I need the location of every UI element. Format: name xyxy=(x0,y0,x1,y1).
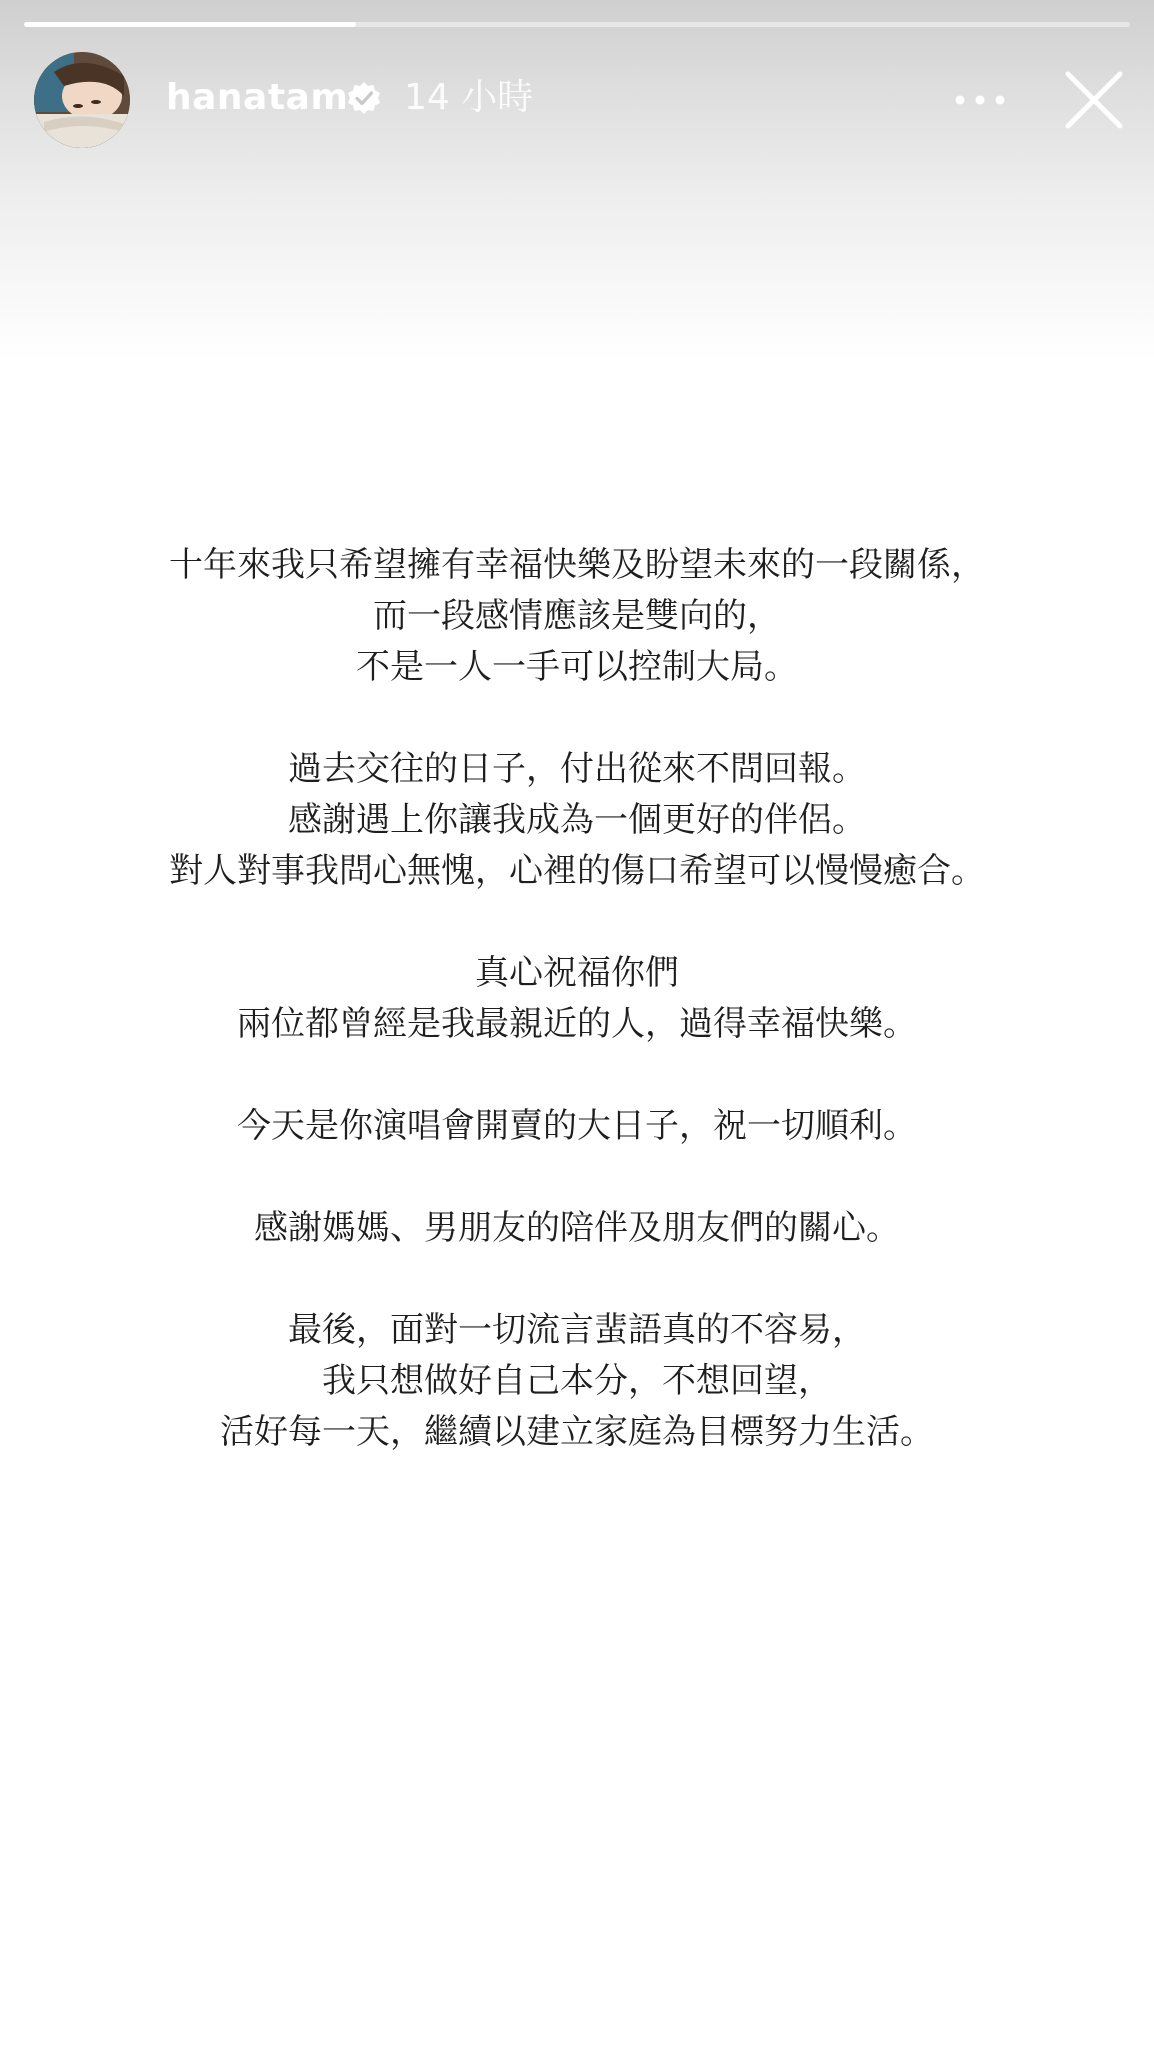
message-paragraph xyxy=(0,1203,1154,1254)
story-header xyxy=(34,52,1124,148)
verified-badge-icon xyxy=(346,80,382,116)
story-timestamp: 14 小時 xyxy=(404,77,534,118)
story-progress-bar xyxy=(24,22,1130,27)
message-line: 兩位都曾經是我最親近的人，過得幸福快樂。 xyxy=(237,1004,917,1044)
close-button[interactable] xyxy=(1062,68,1126,132)
message-line: 活好每一天，繼續以建立家庭為目標努力生活。 xyxy=(220,1412,934,1452)
message-line: 不是一人一手可以控制大局。 xyxy=(356,647,798,687)
message-line: 而一段感情應該是雙向的， xyxy=(373,596,781,636)
message-paragraph xyxy=(0,744,1154,897)
message-line: 感謝遇上你讓我成為一個更好的伴侶。 xyxy=(288,800,866,840)
username[interactable]: hanatam xyxy=(166,77,349,118)
message-paragraph xyxy=(0,1101,1154,1152)
more-options-button[interactable] xyxy=(950,78,1010,122)
message-line: 我只想做好自己本分，不想回望， xyxy=(322,1361,832,1401)
avatar-image xyxy=(34,52,130,148)
message-line: 真心祝福你們 xyxy=(475,953,679,993)
story-progress-fill xyxy=(24,22,356,27)
message-line: 今天是你演唱會開賣的大日子，祝一切順利。 xyxy=(237,1106,917,1146)
message-paragraph xyxy=(0,948,1154,1050)
more-horizontal-icon xyxy=(950,78,1010,122)
avatar[interactable] xyxy=(34,52,130,148)
message-line: 感謝媽媽、男朋友的陪伴及朋友們的關心。 xyxy=(254,1208,900,1248)
message-line: 對人對事我問心無愧，心裡的傷口希望可以慢慢癒合。 xyxy=(169,851,985,891)
message-line: 十年來我只希望擁有幸福快樂及盼望未來的一段關係， xyxy=(169,545,985,585)
message-paragraph xyxy=(0,1305,1154,1458)
message-line: 過去交往的日子，付出從來不問回報。 xyxy=(288,749,866,789)
message-line: 最後，面對一切流言蜚語真的不容易， xyxy=(288,1310,866,1350)
message-paragraph xyxy=(0,540,1154,693)
close-icon xyxy=(1062,68,1126,132)
story-message xyxy=(0,540,1154,1509)
